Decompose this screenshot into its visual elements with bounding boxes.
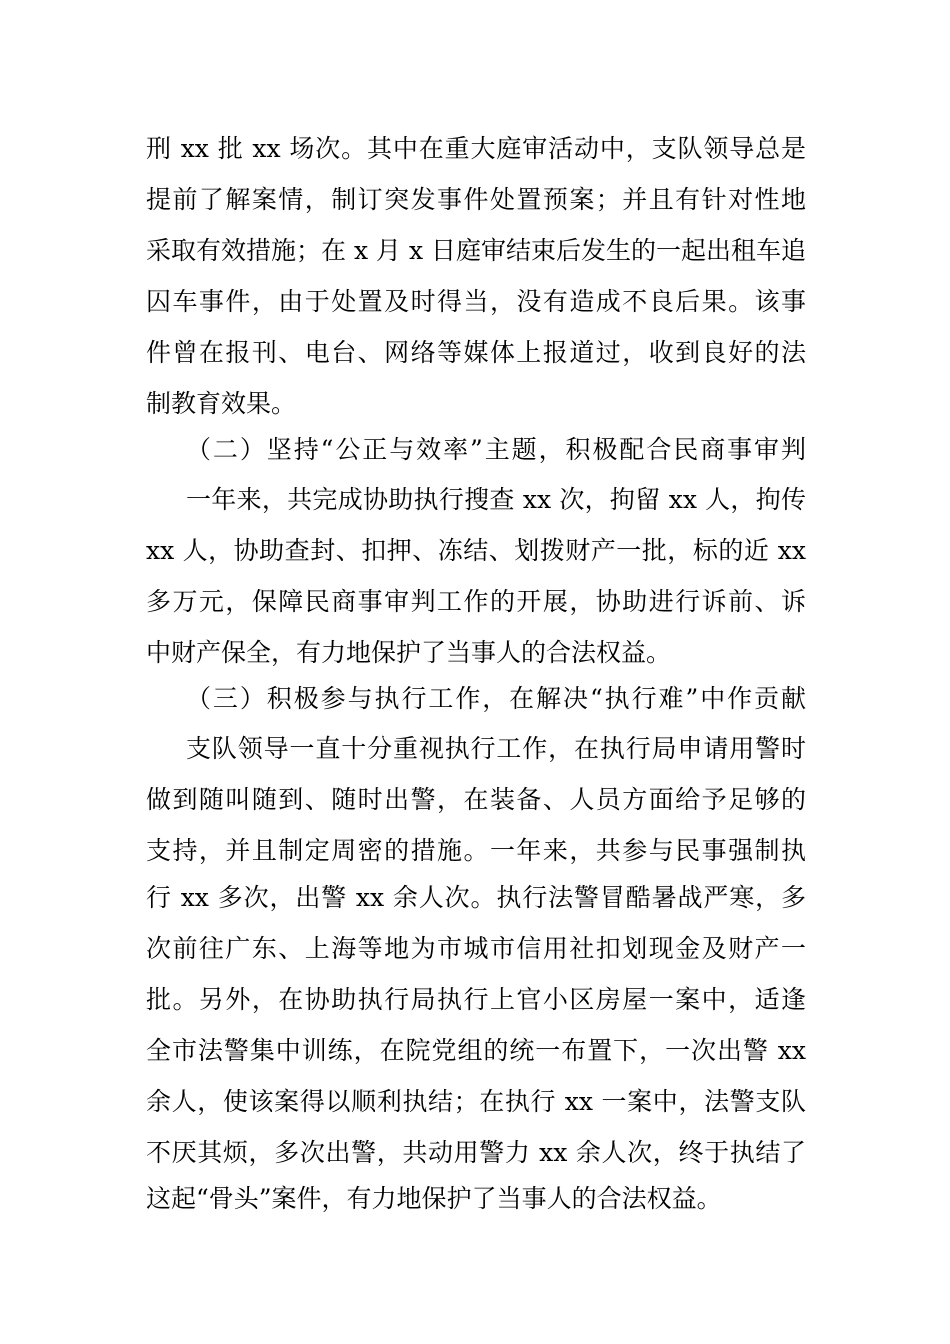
text-line-18: 批。另外，在协助执行局执行上官小区房屋一案中，适逢 [146,985,806,1014]
text-line-13: 支队领导一直十分重视执行工作，在执行局申请用警时 [186,734,806,763]
text-line-16: 行 xx 多次，出警 xx 余人次。执行法警冒酷暑战严寒，多 [146,883,806,912]
text-line-2: 提前了解案情，制订突发事件处置预案；并且有针对性地 [146,185,806,214]
text-line-15: 支持，并且制定周密的措施。一年来，共参与民事强制执 [146,836,806,865]
text-line-14: 做到随叫随到、随时出警，在装备、人员方面给予足够的 [146,785,806,814]
text-line-6: 制教育效果。 [146,389,297,418]
text-line-9: xx 人，协助查封、扣押、冻结、划拨财产一批，标的近 xx [146,536,806,565]
text-line-5: 件曾在报刊、电台、网络等媒体上报道过，收到良好的法 [146,338,806,367]
section-heading-3: （三）积极参与执行工作，在解决“执行难”中作贡献 [186,684,806,713]
text-line-17: 次前往广东、上海等地为市城市信用社扣划现金及财产一 [146,934,806,963]
text-line-21: 不厌其烦，多次出警，共动用警力 xx 余人次，终于执结了 [146,1138,806,1167]
text-line-4: 囚车事件，由于处置及时得当，没有造成不良后果。该事 [146,287,806,316]
text-line-1: 刑 xx 批 xx 场次。其中在重大庭审活动中，支队领导总是 [146,134,806,163]
text-line-10: 多万元，保障民商事审判工作的开展，协助进行诉前、诉 [146,587,806,616]
text-line-22: 这起“骨头”案件，有力地保护了当事人的合法权益。 [146,1184,722,1213]
text-line-3: 采取有效措施；在 x 月 x 日庭审结束后发生的一起出租车追 [146,236,806,265]
section-heading-2: （二）坚持“公正与效率”主题，积极配合民商事审判 [186,435,806,464]
text-line-20: 余人，使该案得以顺利执结；在执行 xx 一案中，法警支队 [146,1087,806,1116]
text-line-19: 全市法警集中训练，在院党组的统一布置下，一次出警 xx [146,1036,806,1065]
text-line-8: 一年来，共完成协助执行搜查 xx 次，拘留 xx 人，拘传 [186,485,806,514]
text-line-11: 中财产保全，有力地保护了当事人的合法权益。 [146,638,672,667]
